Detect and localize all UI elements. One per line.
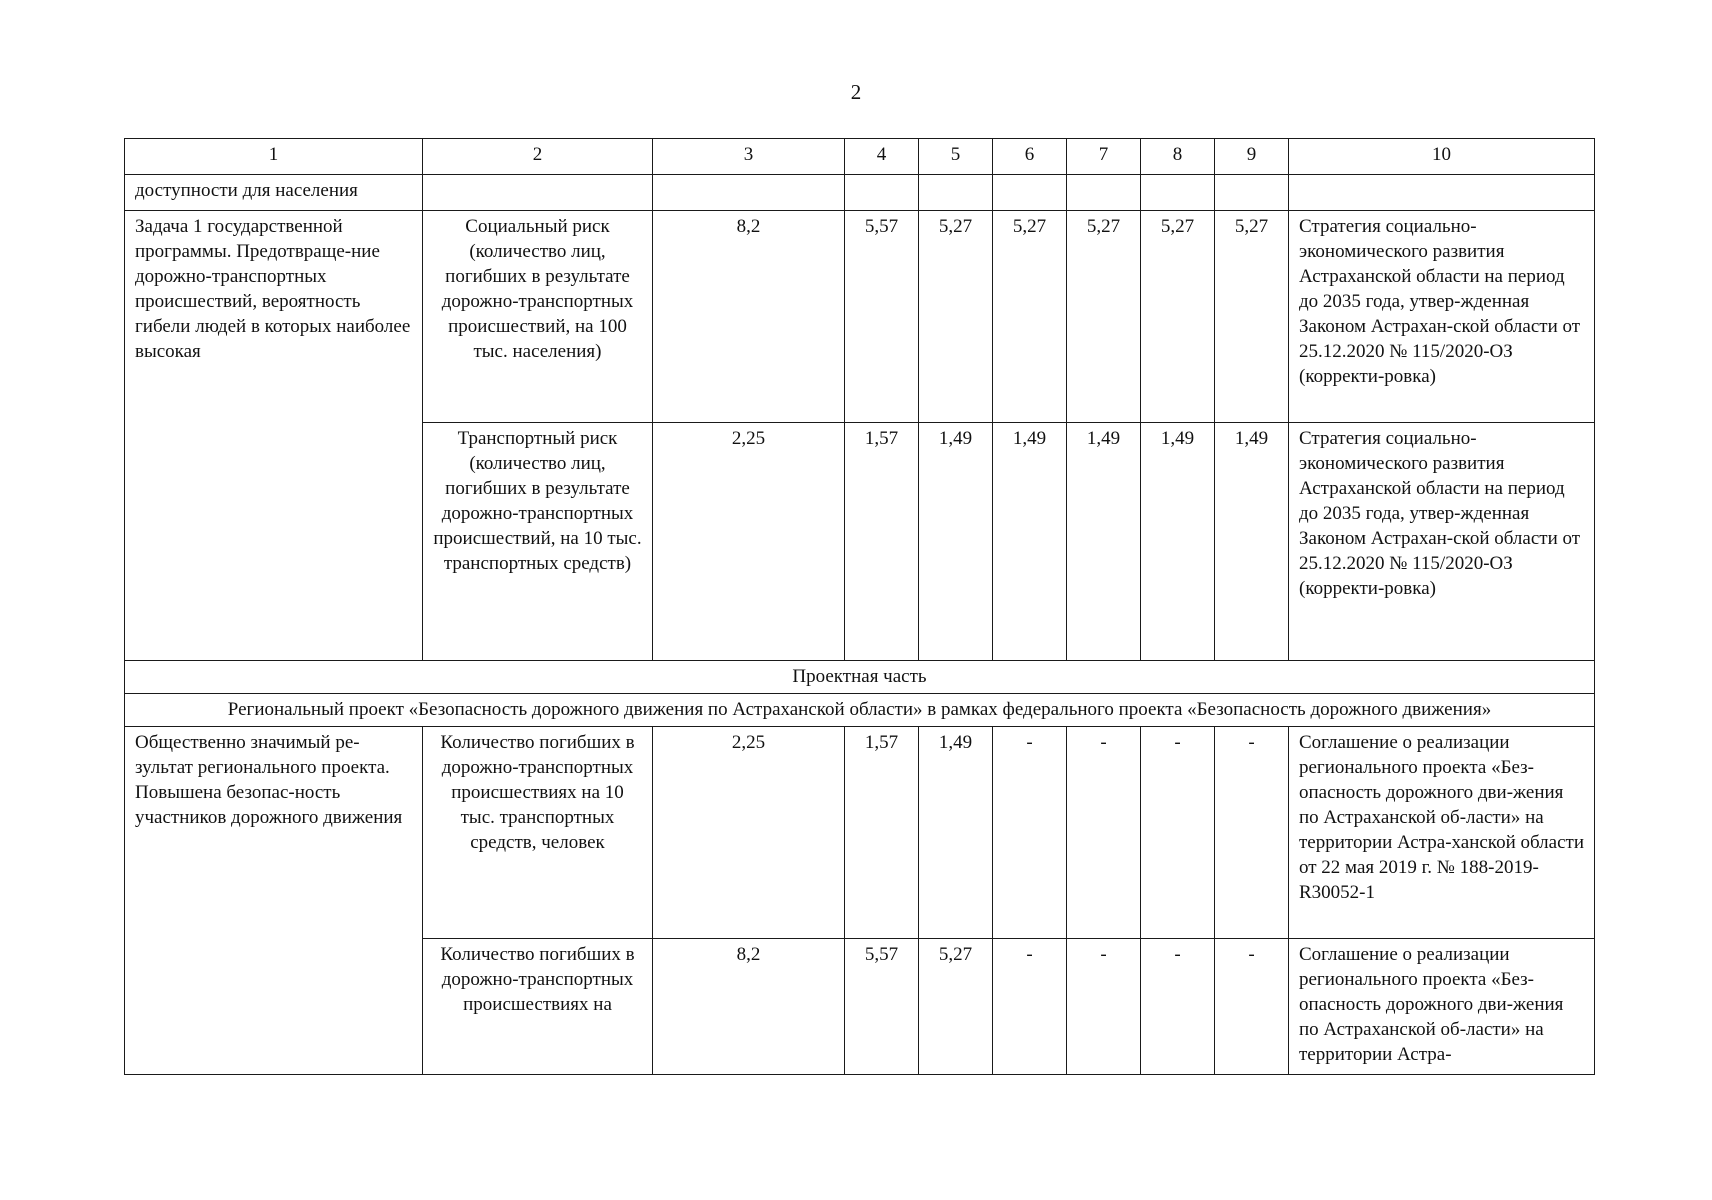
column-number-2: 2 xyxy=(423,139,653,175)
indicator-name: Количество погибших в дорожно-транспортных происшествиях на xyxy=(423,939,653,1075)
value-cell: 2,25 xyxy=(653,727,845,939)
column-number-4: 4 xyxy=(845,139,919,175)
empty-cell xyxy=(919,175,993,211)
section-title-regional-project: Региональный проект «Безопасность дорожного движения по Астраханской области» в рамках федерального проекта «Безопасность дорожного движения» xyxy=(125,694,1595,727)
value-cell: 1,49 xyxy=(919,423,993,661)
value-cell: - xyxy=(1215,727,1289,939)
empty-cell xyxy=(1215,175,1289,211)
table-row xyxy=(125,211,1595,423)
indicators-table xyxy=(124,138,1595,1075)
empty-cell xyxy=(1067,175,1141,211)
source-document: Стратегия социально-экономического развития Астраханской области на период до 2035 года, утвер-жденная Законом Астрахан-ской области от 25.12.2020 № 115/2020-ОЗ (корректи-ровка) xyxy=(1289,211,1595,423)
value-cell: 5,27 xyxy=(1067,211,1141,423)
empty-cell xyxy=(653,175,845,211)
continuation-row xyxy=(125,175,1595,211)
value-cell: 1,49 xyxy=(993,423,1067,661)
value-cell: 8,2 xyxy=(653,939,845,1075)
result-description: Общественно значимый ре-зультат регионального проекта. Повышена безопас-ность участников дорожного движения xyxy=(125,727,423,1075)
continuation-text: доступности для населения xyxy=(125,175,423,211)
value-cell: 2,25 xyxy=(653,423,845,661)
section-row xyxy=(125,694,1595,727)
value-cell: 1,57 xyxy=(845,423,919,661)
value-cell: - xyxy=(993,727,1067,939)
value-cell: 1,49 xyxy=(919,727,993,939)
empty-cell xyxy=(1141,175,1215,211)
value-cell: - xyxy=(1215,939,1289,1075)
column-number-row xyxy=(125,139,1595,175)
value-cell: 5,27 xyxy=(1215,211,1289,423)
column-number-5: 5 xyxy=(919,139,993,175)
source-document: Соглашение о реализации регионального проекта «Без-опасность дорожного дви-жения по Астраханской об-ласти» на территории Астра-ханской области от 22 мая 2019 г. № 188-2019-R30052-1 xyxy=(1289,727,1595,939)
value-cell: 1,49 xyxy=(1141,423,1215,661)
value-cell: 5,57 xyxy=(845,939,919,1075)
indicator-name: Количество погибших в дорожно-транспортных происшествиях на 10 тыс. транспортных средств, человек xyxy=(423,727,653,939)
value-cell: 5,27 xyxy=(919,939,993,1075)
value-cell: 8,2 xyxy=(653,211,845,423)
table-row xyxy=(125,727,1595,939)
value-cell: - xyxy=(1067,939,1141,1075)
value-cell: - xyxy=(993,939,1067,1075)
column-number-1: 1 xyxy=(125,139,423,175)
value-cell: 1,49 xyxy=(1215,423,1289,661)
value-cell: 5,27 xyxy=(919,211,993,423)
indicator-name: Транспортный риск (количество лиц, погибших в результате дорожно-транспортных происшествий, на 10 тыс. транспортных средств) xyxy=(423,423,653,661)
section-row xyxy=(125,661,1595,694)
empty-cell xyxy=(845,175,919,211)
column-number-6: 6 xyxy=(993,139,1067,175)
page-number: 2 xyxy=(850,80,862,104)
value-cell: - xyxy=(1141,939,1215,1075)
value-cell: 1,49 xyxy=(1067,423,1141,661)
value-cell: 5,27 xyxy=(1141,211,1215,423)
column-number-9: 9 xyxy=(1215,139,1289,175)
indicator-name: Социальный риск (количество лиц, погибших в результате дорожно-транспортных происшествий, на 100 тыс. населения) xyxy=(423,211,653,423)
source-document: Стратегия социально-экономического развития Астраханской области на период до 2035 года, утвер-жденная Законом Астрахан-ской области от 25.12.2020 № 115/2020-ОЗ (корректи-ровка) xyxy=(1289,423,1595,661)
value-cell: 5,27 xyxy=(993,211,1067,423)
source-document: Соглашение о реализации регионального проекта «Без-опасность дорожного дви-жения по Астраханской об-ласти» на территории Астра- xyxy=(1289,939,1595,1075)
column-number-10: 10 xyxy=(1289,139,1595,175)
section-title-project-part: Проектная часть xyxy=(125,661,1595,694)
column-number-8: 8 xyxy=(1141,139,1215,175)
empty-cell xyxy=(423,175,653,211)
value-cell: 1,57 xyxy=(845,727,919,939)
value-cell: 5,57 xyxy=(845,211,919,423)
empty-cell xyxy=(993,175,1067,211)
task1-description: Задача 1 государственной программы. Предотвраще-ние дорожно-транспортных происшествий, вероятность гибели людей в которых наиболее высокая xyxy=(125,211,423,661)
value-cell: - xyxy=(1141,727,1215,939)
empty-cell xyxy=(1289,175,1595,211)
column-number-7: 7 xyxy=(1067,139,1141,175)
value-cell: - xyxy=(1067,727,1141,939)
column-number-3: 3 xyxy=(653,139,845,175)
